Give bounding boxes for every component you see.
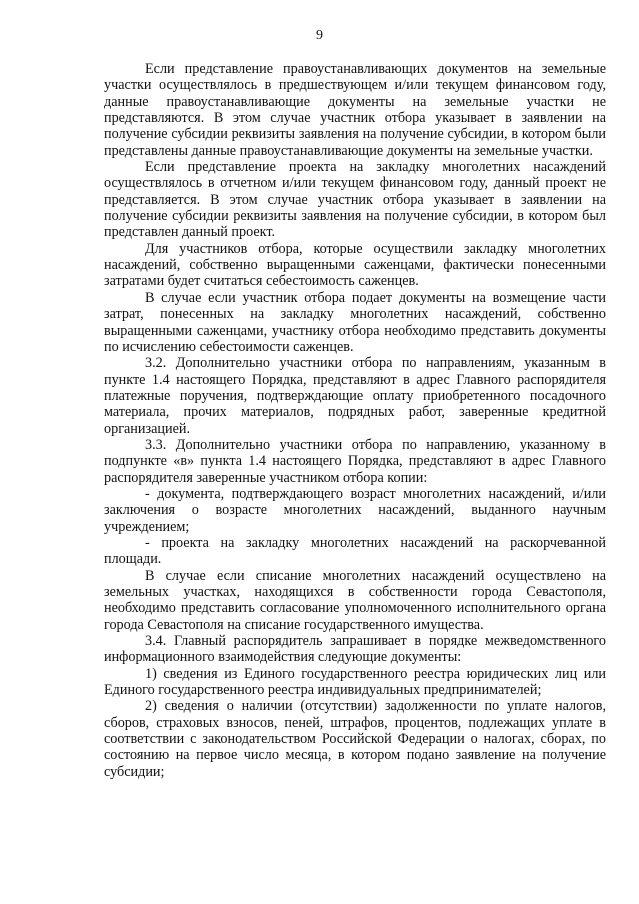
list-item-age-document: - документа, подтверждающего возраст многолетних насаждений, и/или заключения о возрасте многолетних насаждений, выданного научным учреждением; — [104, 485, 606, 535]
document-body — [104, 61, 606, 780]
paragraph-land-documents: Если представление правоустанавливающих документов на земельные участки осуществлялось в предшествующем и/или текущем финансовом году, данные правоустанавливающие документы на земельные участки не представляются. В этом случае участник отбора указывает в заявлении на получение субсидии реквизиты заявления на получение субсидии, в котором были представлены данные правоустанавливающие документы на земельные участки. — [104, 61, 606, 159]
paragraph-write-off-approval: В случае если списание многолетних насаждений осуществлено на земельных участках, находящихся в собственности города Севастополя, необходимо представить согласование уполномоченного исполнительного органа города Севастополя на списание государственного имущества. — [104, 567, 606, 633]
list-item-tax-debt: 2) сведения о наличии (отсутствии) задолженности по уплате налогов, сборов, страховых взносов, пеней, штрафов, процентов, подлежащих уплате в соответствии с законодательством Российской Федерации о налогах, сборах, по состоянию на первое число месяца, в котором подано заявление на получение субсидии; — [104, 698, 606, 780]
paragraph-own-seedlings-costs: Для участников отбора, которые осуществили закладку многолетних насаждений, собственно выращенными саженцами, фактически понесенными затратами будет считаться себестоимость саженцев. — [104, 240, 606, 290]
paragraph-section-3-4: 3.4. Главный распорядитель запрашивает в порядке межведомственного информационного взаимодействия следующие документы: — [104, 633, 606, 666]
list-item-replanting-project: - проекта на закладку многолетних насаждений на раскорчеванной площади. — [104, 534, 606, 568]
paragraph-section-3-3: 3.3. Дополнительно участники отбора по направлению, указанному в подпункте «в» пункта 1.4 настоящего Порядка, представляют в адрес Главного распорядителя заверенные участником отбора копии: — [104, 436, 606, 486]
paragraph-planting-project: Если представление проекта на закладку многолетних насаждений осуществлялось в отчетном и/или текущем финансовом году, данный проект не представляется. В этом случае участник отбора указывает в заявлении на получение субсидии реквизиты заявления на получение субсидии, в котором был представлен данный проект. — [104, 159, 606, 241]
page-number: 9 — [316, 28, 323, 43]
paragraph-section-3-2: 3.2. Дополнительно участники отбора по направлениям, указанным в пункте 1.4 настоящего Порядка, представляют в адрес Главного распорядителя платежные поручения, подтверждающие оплату приобретенного посадочного материала, прочих материалов, подрядных работ, заверенные кредитной организацией. — [104, 355, 606, 437]
list-item-egrul-egrip: 1) сведения из Единого государственного реестра юридических лиц или Единого государственного реестра индивидуальных предпринимателей; — [104, 665, 606, 699]
paragraph-seedlings-cost-documents: В случае если участник отбора подает документы на возмещение части затрат, понесенных на закладку многолетних насаждений, собственно выращенными саженцами, участнику отбора необходимо представить документы по исчислению себестоимости саженцев. — [104, 289, 606, 355]
